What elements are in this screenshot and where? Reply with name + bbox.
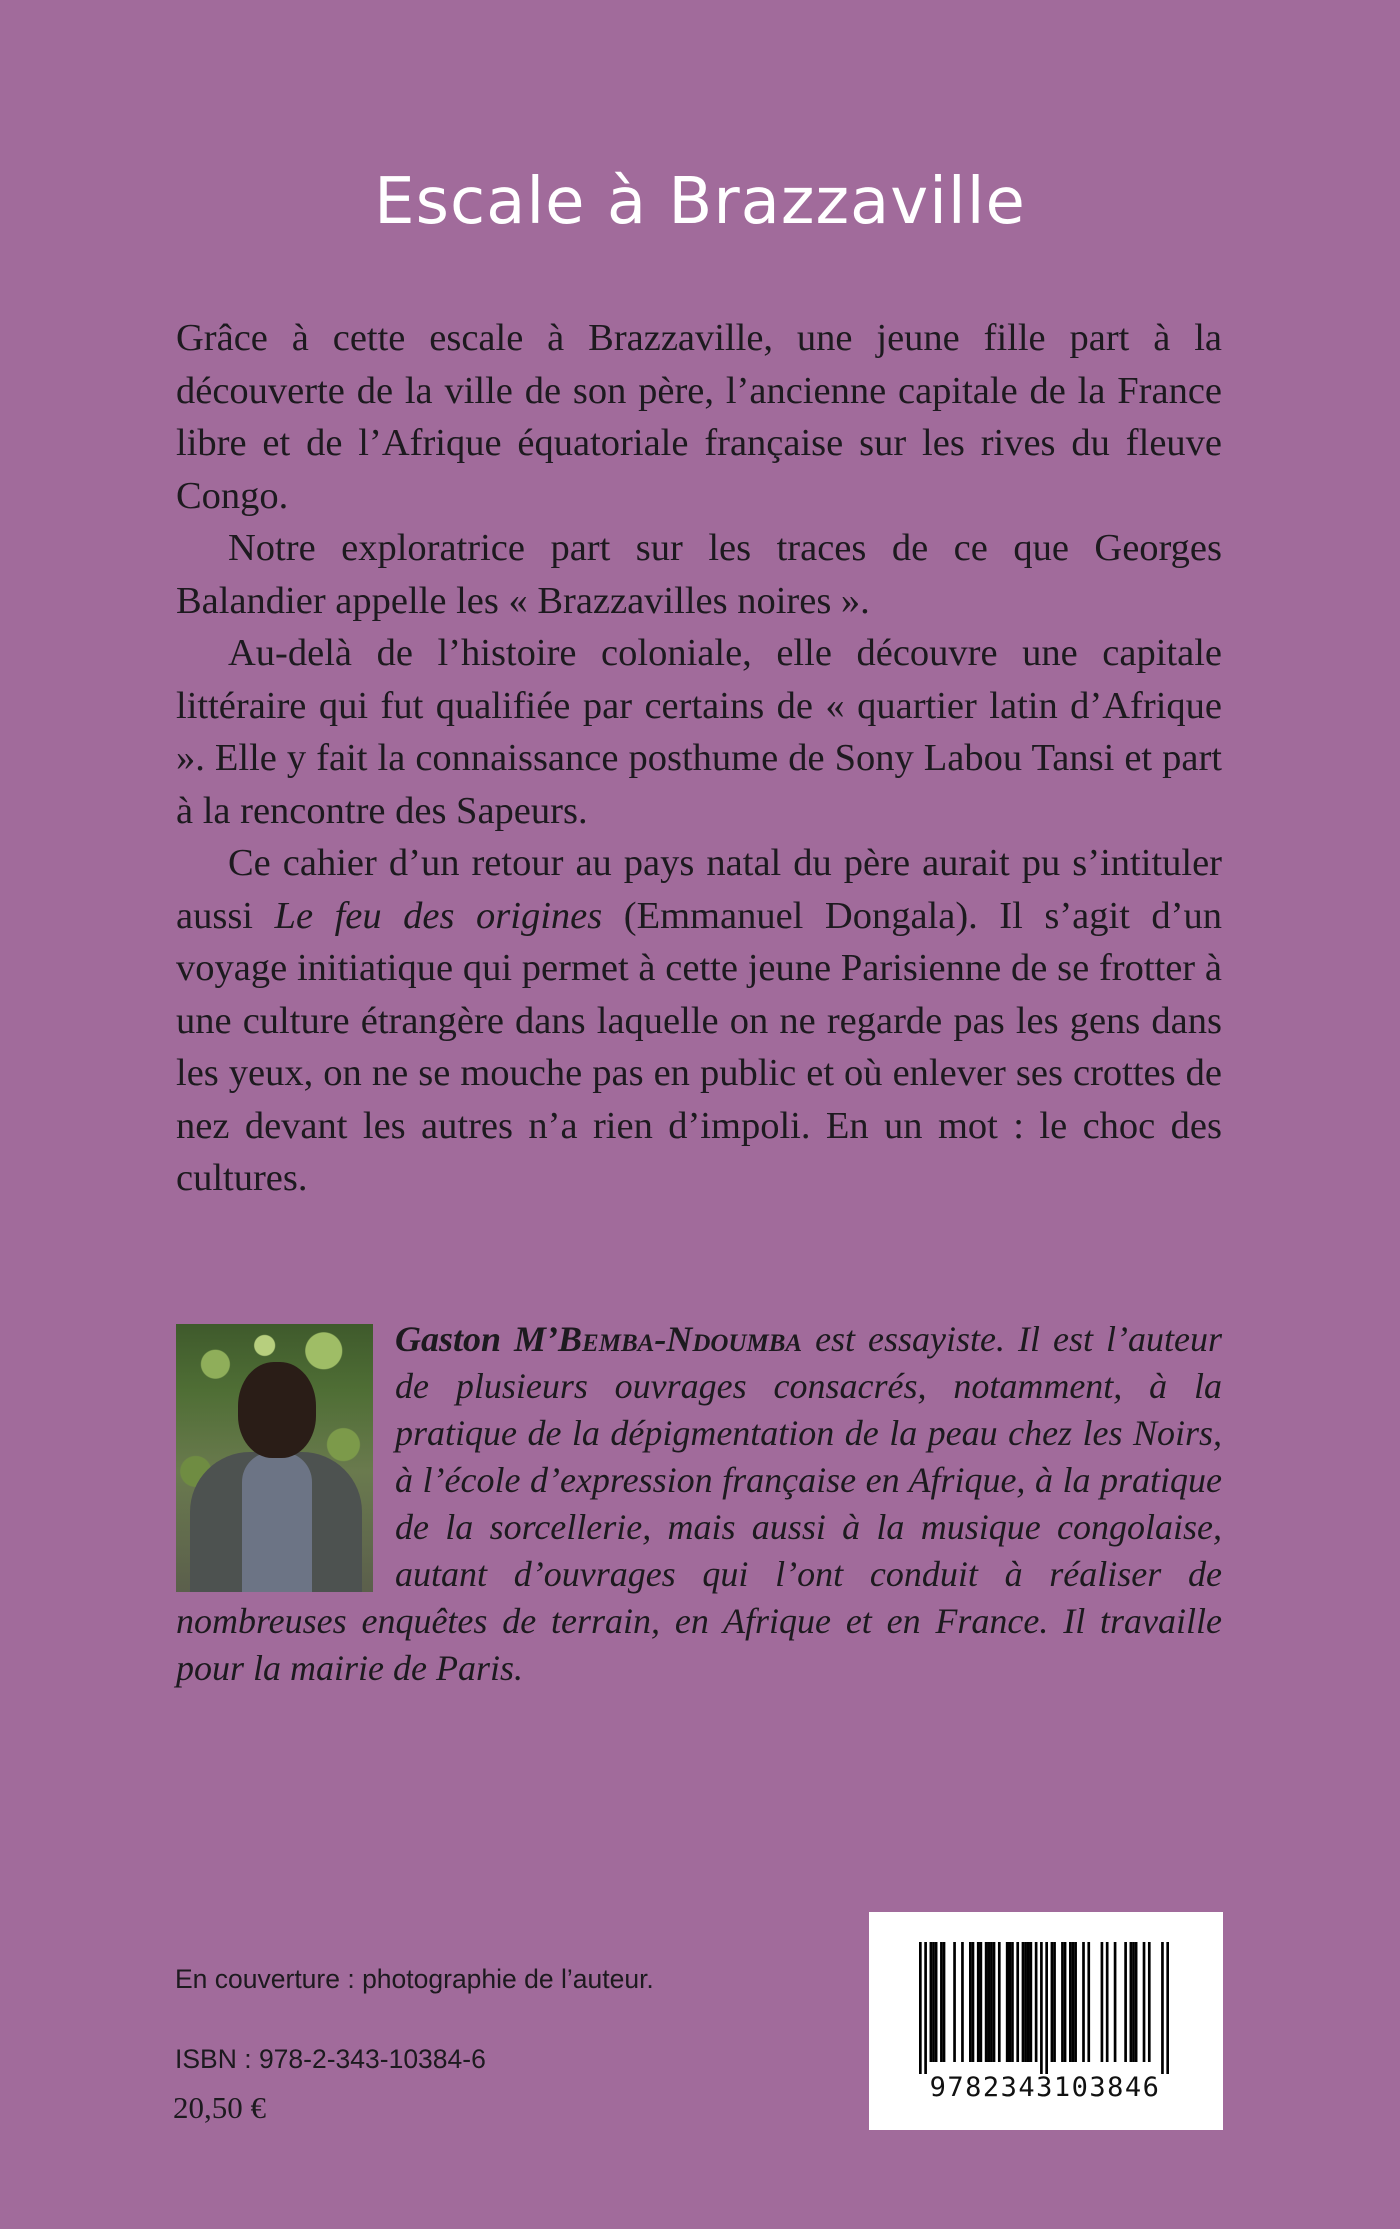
barcode-bar [1124,1942,1127,2062]
isbn: ISBN : 978-2-343-10384-6 [175,2044,486,2074]
barcode-bar [1148,1942,1151,2062]
barcode [869,1912,1223,2130]
barcode-bar [1064,1942,1067,2062]
cover-credit: En couverture : photographie de l’auteur. [175,1964,654,1994]
barcode-bar [1082,1942,1085,2062]
summary-paragraph-4 [176,837,1222,1205]
barcode-bar [1053,1942,1056,2062]
barcode-bar [1040,1942,1043,2074]
barcode-bar [1011,1942,1014,2062]
barcode-bar [924,1942,927,2074]
photo-head [238,1362,316,1458]
barcode-bar [1087,1942,1090,2062]
summary-paragraph-3: Au-delà de l’histoire coloniale, elle découvre une capitale littéraire qui fut qualifiée par certains de « quartier latin d’Afrique ». Elle y fait la connaissance posthume de Sony Labou Tansi et part à la rencontre des Sapeurs. [176,632,1222,832]
author-section [176,1316,1222,1692]
barcode-bar [980,1942,983,2062]
barcode-bar [1016,1942,1019,2062]
barcode-bar [953,1942,956,2062]
barcode-bar [1022,1942,1025,2062]
barcode-bar [1101,1942,1104,2062]
barcode-bar [1114,1942,1117,2062]
book-summary [176,312,1222,1205]
barcode-bar [1161,1942,1164,2074]
barcode-bar [1030,1942,1033,2062]
barcode-bar [1106,1942,1109,2062]
barcode-bar [990,1942,993,2062]
barcode-bar [1051,1942,1054,2062]
barcode-bar [1132,1942,1135,2062]
barcode-bar [977,1942,980,2062]
barcode-bar [1074,1942,1077,2062]
barcode-digits: 9782343103846 [929,2072,1161,2103]
barcode-bar [972,1942,975,2062]
summary-p4-text-end: (Emmanuel Dongala). Il s’agit d’un voyage initiatique qui permet à cette jeune Parisienne de se frotter à une culture étrangère dans laquelle on ne regarde pas les gens dans les yeux, on ne se mouche pas en public et où enlever ses crottes de nez devant les autres n’a rien d’impoli. En un mot : le choc des cultures. [176,894,1222,1199]
barcode-bar [932,1942,935,2062]
barcode-bars [919,1942,1169,2074]
barcode-bar [985,1942,988,2062]
author-name: Gaston M’Bemba-Ndoumba [395,1319,803,1359]
author-photo [176,1324,373,1592]
barcode-bar [1027,1942,1030,2062]
barcode-bar [943,1942,946,2062]
book-title: Escale à Brazzaville [374,164,1026,239]
photo-hoodie [242,1452,312,1592]
barcode-bar [993,1942,996,2062]
barcode-bar [1061,1942,1064,2062]
barcode-bar [1135,1942,1138,2062]
price: 20,50 € [173,2090,266,2125]
summary-paragraph-2: Notre exploratrice part sur les traces de ce que Georges Balandier appelle les « Brazzavilles noires ». [176,527,1222,622]
barcode-bar [987,1942,990,2062]
cited-title: Le feu des origines [274,894,603,937]
barcode-bar [940,1942,943,2062]
barcode-bar [998,1942,1001,2062]
author-bio-text: est essayiste. Il est l’auteur de plusieurs ouvrages consacrés, notamment, à la pratique de la dépigmentation de la peau chez les Noirs, à l’école d’expression française en Afrique, à la pratique de la sorcellerie, mais aussi à la musique congolaise, autant d’ouvrages qui l’ont conduit à réaliser de nombreuses enquêtes de terrain, en Afrique et en France. Il travaille pour la mairie de Paris. [176,1319,1222,1688]
barcode-bar [961,1942,964,2062]
barcode-bar [1035,1942,1038,2062]
summary-paragraph-1: Grâce à cette escale à Brazzaville, une jeune fille part à la découverte de la ville de son père, l’ancienne capitale de la France libre et de l’Afrique équatoriale française sur les rives du fleuve Congo. [176,317,1222,517]
barcode-bar [1072,1942,1075,2062]
barcode-bar [1166,1942,1169,2074]
barcode-bar [1024,1942,1027,2062]
barcode-bar [930,1942,933,2062]
barcode-bar [919,1942,922,2074]
barcode-bar [935,1942,938,2062]
barcode-bar [1143,1942,1146,2062]
barcode-bar [1045,1942,1048,2074]
barcode-bar [1008,1942,1011,2062]
barcode-bar [1006,1942,1009,2062]
barcode-bar [969,1942,972,2062]
summary-p4-text: Ce cahier d’un retour au pays natal du père aurait pu s’intituler aussi [176,842,1222,937]
barcode-bar [1069,1942,1072,2062]
barcode-bar [1130,1942,1133,2062]
